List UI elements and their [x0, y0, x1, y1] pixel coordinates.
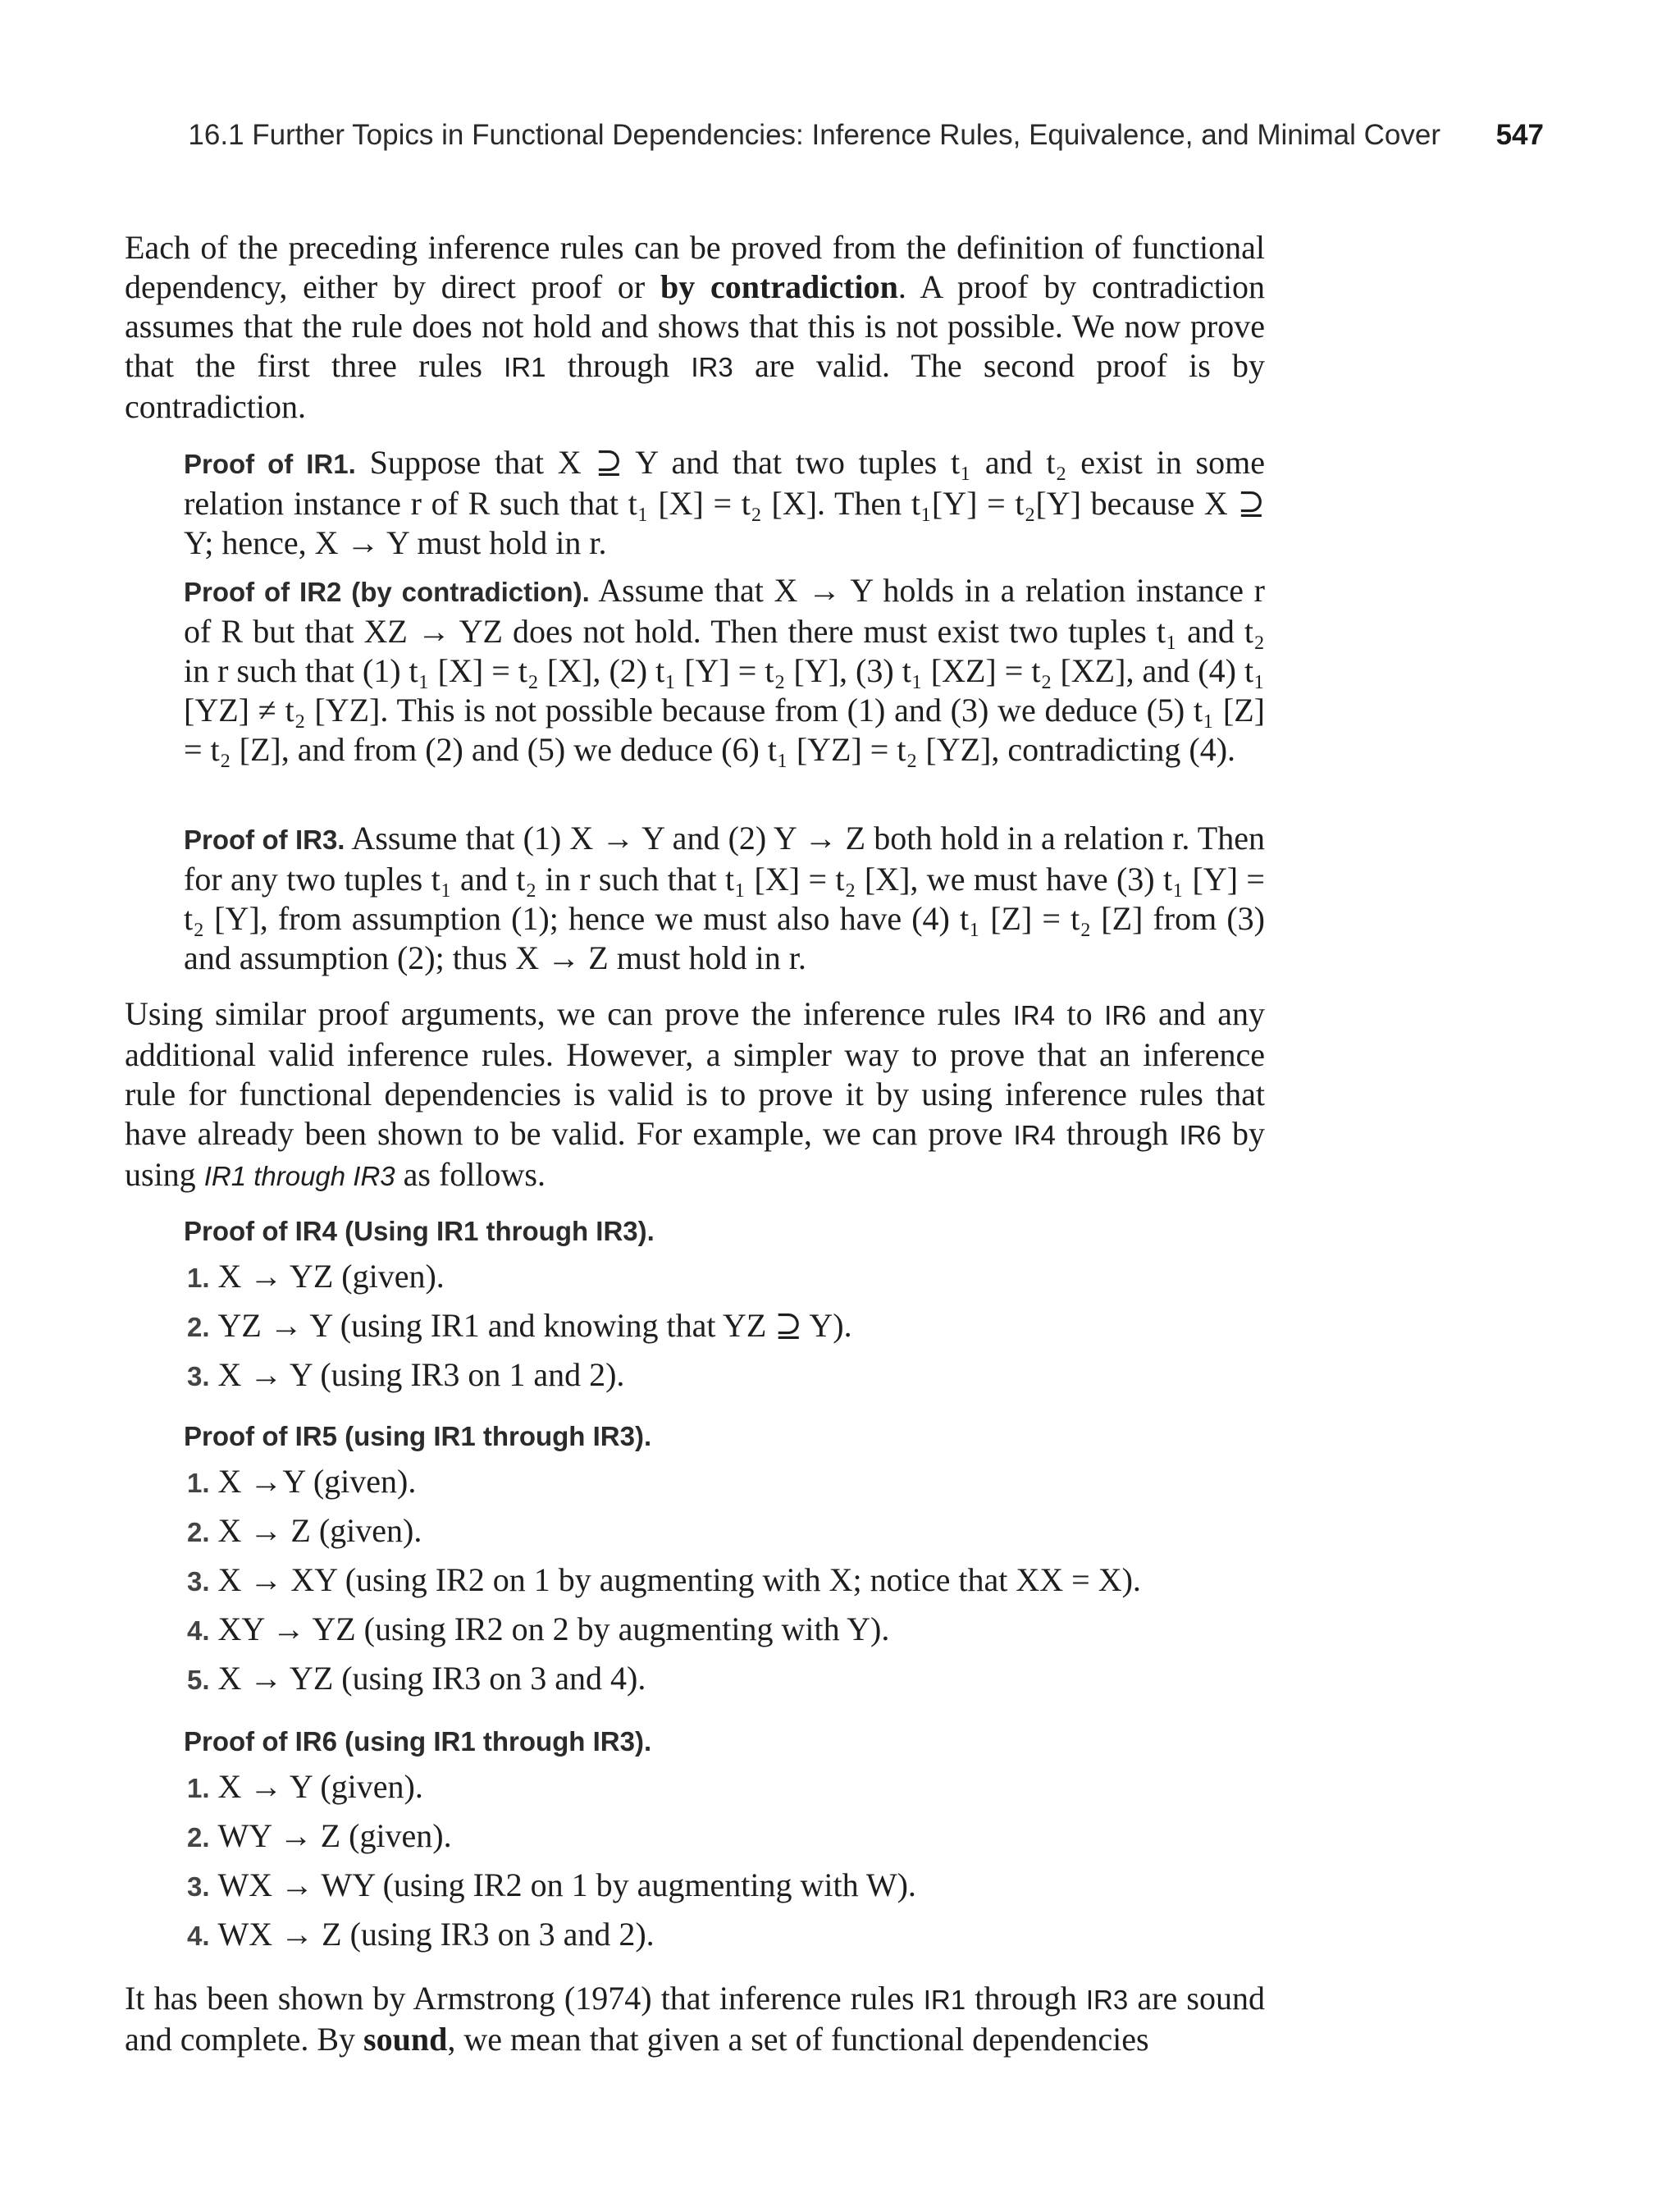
closing-paragraph — [125, 1979, 1265, 2059]
proof-ir1 — [184, 443, 1265, 563]
step-number: 4. — [187, 1615, 210, 1646]
step-number: 3. — [187, 1871, 210, 1902]
rule-ref: IR1 — [923, 1985, 966, 2015]
step-text: WX → WY (using IR2 on 1 by augmenting with W). — [217, 1866, 916, 1903]
proof-ir5-step-2 — [187, 1511, 422, 1552]
proof-ir5-heading: Proof of IR5 (using IR1 through IR3). — [184, 1421, 652, 1451]
step-text: X →Y (given). — [217, 1463, 417, 1500]
closing-text: , we mean that given a set of functional dependencies — [447, 2021, 1149, 2058]
proof-ir2 — [184, 571, 1265, 770]
step-number: 1. — [187, 1468, 210, 1498]
step-number: 1. — [187, 1263, 210, 1293]
proof-ir6-step-1 — [187, 1767, 423, 1808]
step-number: 2. — [187, 1517, 210, 1547]
proof-ir5-step-3 — [187, 1560, 1141, 1601]
middle-text: through — [1055, 1115, 1180, 1152]
proof-heading: Proof of IR1. — [184, 449, 356, 479]
term-sound: sound — [363, 2021, 448, 2058]
rule-ref: IR6 — [1179, 1120, 1221, 1150]
proof-heading: Proof of IR3. — [184, 825, 345, 855]
proof-heading: Proof of IR2 (by contradiction). — [184, 577, 590, 607]
step-number: 2. — [187, 1312, 210, 1342]
proof-ir6-step-4 — [187, 1915, 655, 1956]
intro-text-e: are valid. The second proof is by contradiction. — [125, 347, 1265, 425]
proof-ir5-step-5 — [187, 1659, 646, 1700]
proof-ir5-step-4 — [187, 1610, 889, 1651]
closing-text: through — [966, 1980, 1086, 2017]
term-by-contradiction: by contradiction — [660, 268, 898, 305]
proof-ir6-heading: Proof of IR6 (using IR1 through IR3). — [184, 1726, 652, 1757]
rule-ref: IR6 — [1104, 1000, 1147, 1030]
step-text: WY → Z (given). — [217, 1817, 452, 1854]
middle-text: and any additional valid inference rules. However, a simpler way to prove that an inference rule for functional dependencies is valid is to prove it by using inference rules that have already been shown to be valid. For example, we can prove — [125, 995, 1265, 1152]
rule-ref: IR3 — [691, 352, 733, 382]
step-text: X → YZ (using IR3 on 3 and 4). — [217, 1660, 646, 1697]
step-number: 3. — [187, 1566, 210, 1597]
intro-text-c: . A proof by contradiction assumes that the rule does not hold and shows that this is not possible. We now prove that the first three rules — [125, 268, 1265, 384]
proof-ir4-step-3 — [187, 1355, 624, 1396]
intro-text-d: through — [546, 347, 692, 384]
step-text: X → YZ (given). — [217, 1258, 445, 1295]
proof-ir6-step-3 — [187, 1866, 916, 1907]
proof-body: Suppose that X ⊇ Y and that two tuples t₁ and t₂ exist in some relation instance r of R such that t₁ [X] = t₂ [X]. Then t₁[Y] = t₂[Y] because X ⊇ Y; hence, X → Y must hold in r. — [184, 444, 1265, 561]
proof-ir4-step-1 — [187, 1257, 445, 1298]
closing-text: It has been shown by Armstrong (1974) that inference rules — [125, 1980, 924, 2017]
step-text: X → Y (using IR3 on 1 and 2). — [217, 1356, 625, 1393]
middle-paragraph — [125, 994, 1265, 1196]
middle-text: Using similar proof arguments, we can prove the inference rules — [125, 995, 1013, 1032]
rule-ref-italic: IR1 through IR3 — [203, 1161, 395, 1191]
rule-ref: IR4 — [1012, 1000, 1056, 1030]
step-text: X → XY (using IR2 on 1 by augmenting with X; notice that XX = X). — [217, 1561, 1141, 1598]
proof-ir4-step-2 — [187, 1306, 852, 1347]
rule-ref: IR4 — [1013, 1120, 1056, 1150]
proof-body: Assume that X → Y holds in a relation instance r of R but that XZ → YZ does not hold. Then there must exist two tuples t₁ and t₂ in r such that (1) t₁ [X] = t₂ [X], (2) t₁ [Y] = t₂ [Y], (3) t₁ [XZ] = t₂ [XZ], and (4) t₁ [YZ] ≠ t₂ [YZ]. This is not possible because from (1) and (3) we deduce (5) t₁ [Z] = t₂ [Z], and from (2) and (5) we deduce (6) t₁ [YZ] = t₂ [YZ], contradicting (4). — [184, 572, 1265, 768]
proof-ir3 — [184, 819, 1265, 978]
step-number: 2. — [187, 1822, 210, 1853]
proof-ir6-step-2 — [187, 1816, 452, 1857]
proof-body: Assume that (1) X → Y and (2) Y → Z both hold in a relation r. Then for any two tuples t₁ and t₂ in r such that t₁ [X] = t₂ [X], we must have (3) t₁ [Y] = t₂ [Y], from assumption (1); hence we must also have (4) t₁ [Z] = t₂ [Z] from (3) and assumption (2); thus X → Z must hold in r. — [184, 820, 1265, 976]
running-head: 16.1 Further Topics in Functional Dependencies: Inference Rules, Equivalence, and Minimal Cover — [188, 119, 1440, 151]
closing-text: are sound and complete. By — [125, 1980, 1265, 2058]
proof-ir5-step-1 — [187, 1462, 416, 1503]
middle-text: by using — [125, 1115, 1265, 1193]
page-number: 547 — [1495, 119, 1544, 151]
intro-text-a: Each of the preceding inference rules can be proved from the definition of functional dependency, either by direct proof or — [125, 229, 1265, 305]
step-text: X → Z (given). — [217, 1512, 422, 1549]
step-text: WX → Z (using IR3 on 3 and 2). — [217, 1916, 655, 1953]
proof-ir4-heading: Proof of IR4 (Using IR1 through IR3). — [184, 1216, 655, 1246]
rule-ref: IR3 — [1085, 1985, 1129, 2015]
middle-text: as follows. — [395, 1156, 546, 1193]
step-number: 1. — [187, 1773, 210, 1803]
rule-ref: IR1 — [504, 352, 546, 382]
step-number: 5. — [187, 1665, 210, 1695]
step-text: XY → YZ (using IR2 on 2 by augmenting with Y). — [217, 1610, 890, 1647]
intro-paragraph — [125, 228, 1265, 427]
step-number: 3. — [187, 1361, 210, 1391]
step-number: 4. — [187, 1921, 210, 1951]
middle-text: to — [1055, 995, 1105, 1032]
step-text: YZ → Y (using IR1 and knowing that YZ ⊇ Y). — [217, 1307, 852, 1344]
step-text: X → Y (given). — [217, 1768, 423, 1805]
page-header — [0, 119, 1680, 158]
